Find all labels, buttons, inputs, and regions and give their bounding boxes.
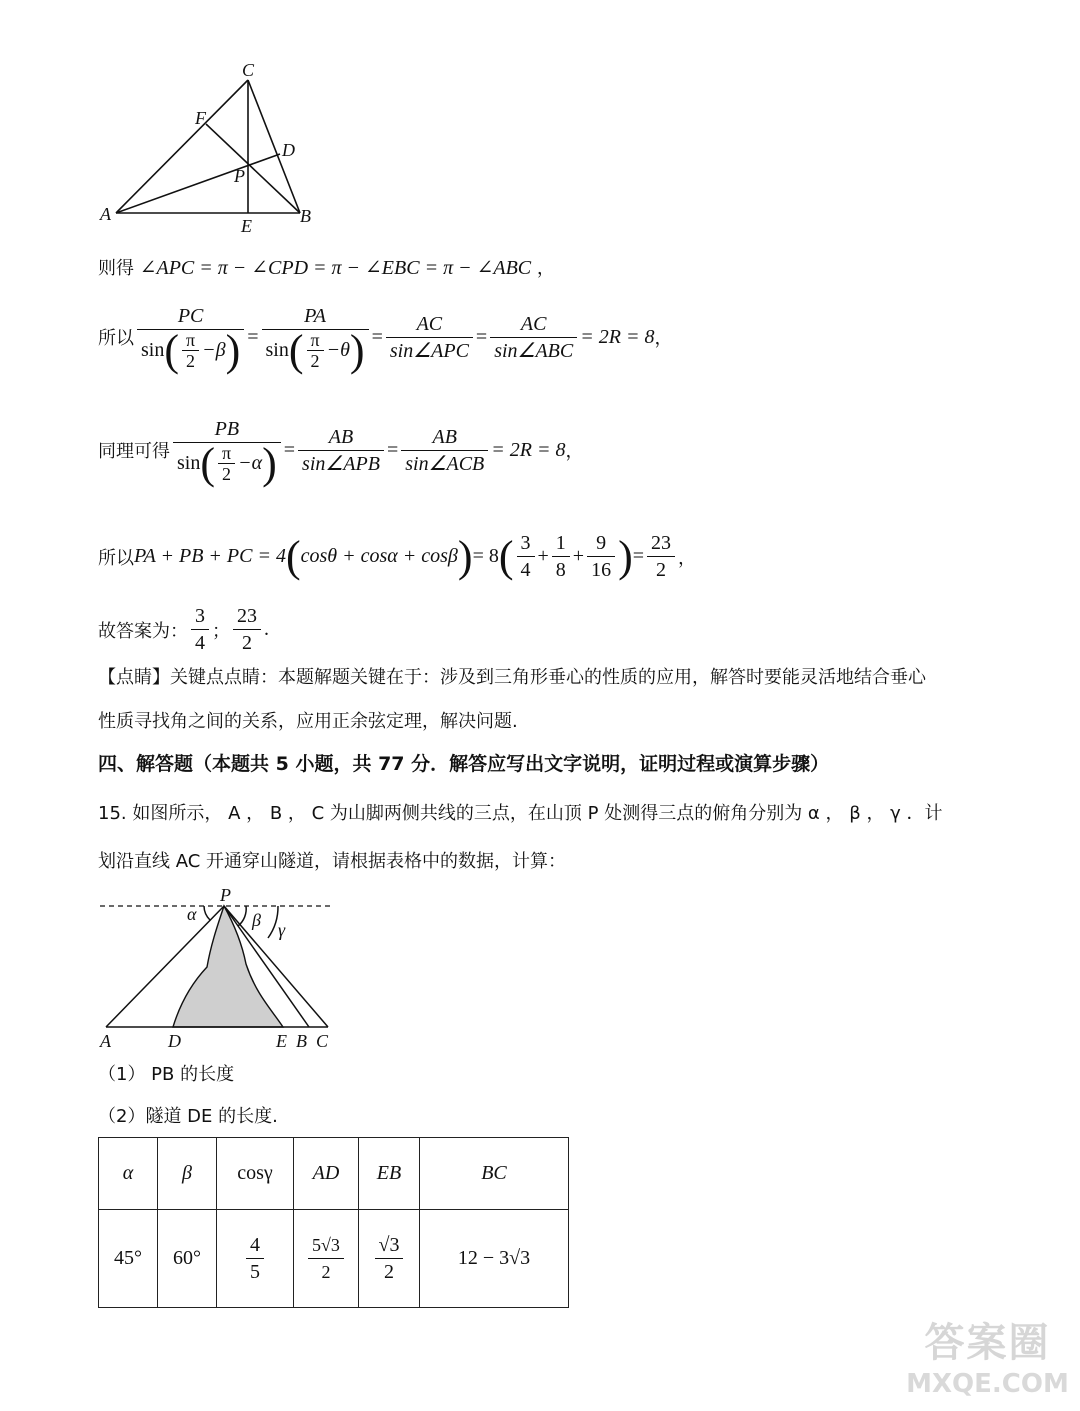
fraction: $\frac{AB}{\text{sin∠ACB}}$ <box>401 424 488 477</box>
mountain-figure <box>96 884 336 1056</box>
side-ac <box>116 80 248 213</box>
fraction: $\frac{23}{2}$ <box>647 530 675 583</box>
fraction: $\frac{3}{4}$ <box>517 530 535 583</box>
watermark-url: MXQE.COM <box>906 1369 1069 1399</box>
table-header-row <box>99 1138 569 1210</box>
cell-ad: $\frac{5√3}{2}$ <box>294 1210 359 1308</box>
comment-tag: 【点睛】 <box>98 667 170 688</box>
problem-15-line-1: 15. 如图所示， A ， B ， C 为山脚两侧共线的三点，在山顶 P 处测得三点的俯角分别为 α ， β ， γ ．计 <box>98 803 943 824</box>
label-b: B <box>296 1031 307 1051</box>
cell-bc: 12 − 3√3 <box>420 1210 569 1308</box>
cell-eb: $\frac{√3}{2}$ <box>359 1210 420 1308</box>
equation-line-3: 同理可得 PB sin ( $\frac{\pi}{2}$ −α ) = $\frac{AB}{\text{sin∠APB}}$ = $\frac{AB}{\text{sin∠ACB}}$ = 2R = 8 ， <box>98 418 584 488</box>
line2-suffix: ， <box>654 328 673 349</box>
fraction: $\frac{AC}{\text{sin∠APC}}$ <box>386 311 473 364</box>
data-table <box>98 1137 569 1308</box>
triangle-figure <box>96 58 336 238</box>
label-e: E <box>276 1031 287 1051</box>
question-2: （2）隧道 DE 的长度. <box>98 1106 278 1127</box>
label-d: D <box>282 140 295 160</box>
label-c: C <box>316 1031 329 1051</box>
equation-line-1 <box>98 256 555 281</box>
fraction: $\frac{23}{2}$ <box>233 603 261 656</box>
label-gamma: γ <box>278 920 286 940</box>
label-b: B <box>300 206 311 226</box>
cell-beta: 60° <box>158 1210 217 1308</box>
fraction: PA sin ( $\frac{\pi}{2}$ −θ ) <box>262 303 369 371</box>
fraction: $\frac{3}{4}$ <box>191 603 209 656</box>
label-e: E <box>241 216 252 236</box>
line2-result: = 2R = 8 <box>580 325 655 348</box>
watermark-logo-text: 答案圈 <box>924 1320 1051 1366</box>
comment-line-2: 性质寻找角之间的关系，应用正余弦定理，解决问题. <box>98 711 518 732</box>
fraction: $\frac{AC}{\text{sin∠ABC}}$ <box>490 311 577 364</box>
fraction: $\frac{AB}{\text{sin∠APB}}$ <box>298 424 384 477</box>
label-beta: β <box>252 910 261 930</box>
fraction: PB sin ( $\frac{\pi}{2}$ −α ) <box>173 416 281 484</box>
question-1: （1） PB 的长度 <box>98 1064 235 1085</box>
label-alpha: α <box>187 904 197 924</box>
line3-prefix: 同理可得 <box>98 441 170 462</box>
fraction: $\frac{9}{16}$ <box>587 530 615 583</box>
cell-cosgamma: $\frac{4}{5}$ <box>217 1210 294 1308</box>
header-ad: AD <box>294 1138 359 1210</box>
label-c: C <box>242 60 255 80</box>
fraction: $\frac{1}{8}$ <box>552 530 570 583</box>
cell-alpha: 45° <box>99 1210 158 1308</box>
answer-line: 故答案为： $\frac{3}{4}$ ； $\frac{23}{2}$ . <box>98 605 269 654</box>
label-d: D <box>168 1031 181 1051</box>
angle-gamma-arc <box>268 906 278 938</box>
line3-suffix: ， <box>565 441 584 462</box>
fraction: PC sin ( $\frac{\pi}{2}$ −β ) <box>137 303 244 371</box>
header-eb: EB <box>359 1138 420 1210</box>
angle-alpha-arc <box>204 906 210 920</box>
label-p: P <box>234 166 245 186</box>
table-row <box>99 1210 569 1308</box>
watermark <box>900 1318 1075 1400</box>
altitude-ad <box>116 154 280 213</box>
label-a: A <box>100 1031 111 1051</box>
comment-line-1: 【点睛】关键点点睛：本题解题关键在于：涉及到三角形垂心的性质的应用，解答时要能灵活地结合垂心 <box>98 667 926 688</box>
line1-suffix: ， <box>536 258 555 279</box>
altitude-bf <box>206 124 300 213</box>
equation-line-4: 所以 PA + PB + PC = 4 ( cosθ + cosα + cosβ ) = 8 ( $\frac{3}{4}$ + $\frac{1}{8}$ + $\frac{9}{16}$ ) = $\frac{23}{2}$ ， <box>98 531 696 581</box>
line2-prefix: 所以 <box>98 328 134 349</box>
problem-15-line-2: 划沿直线 AC 开通穿山隧道，请根据表格中的数据，计算： <box>98 851 567 872</box>
label-a: A <box>100 204 111 224</box>
label-p: P <box>220 885 231 905</box>
header-cosgamma: cosγ <box>217 1138 294 1210</box>
section-heading: 四、解答题（本题共 5 小题，共 77 分．解答应写出文字说明，证明过程或演算步骤） <box>98 753 830 775</box>
equation-line-2: 所以 PC sin ( $\frac{\pi}{2}$ −β ) = PA sin ( $\frac{\pi}{2}$ −θ ) = $\frac{AC}{\text{sin∠APC}}$ = $\frac{AC}{\text{sin∠ABC}}$ = 2R = 8 ， <box>98 305 673 375</box>
line4-prefix: 所以 <box>98 547 134 569</box>
line1-prefix: 则得 <box>98 258 134 279</box>
line1-expr: ∠APC = π − ∠CPD = π − ∠EBC = π − ∠ABC <box>139 257 532 279</box>
line3-result: = 2R = 8 <box>491 438 566 461</box>
header-bc: BC <box>420 1138 569 1210</box>
label-f: F <box>195 108 206 128</box>
header-alpha: α <box>99 1138 158 1210</box>
header-beta: β <box>158 1138 217 1210</box>
